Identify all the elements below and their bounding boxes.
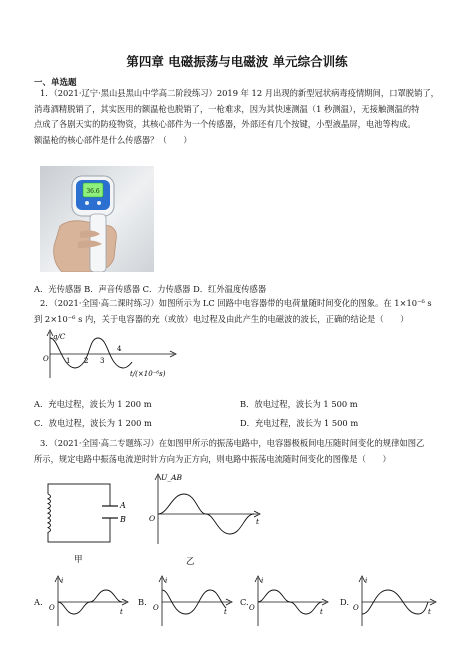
q1-line: 点成了各剧天实的防疫物资，其核心部件为一个传感器，外部还有几个按键，小型液晶屏，电池等构成。 [34,119,416,129]
plate-a-label: A [120,501,126,510]
q3-option-c-graph [244,574,330,632]
q2-tick: 4 [117,345,122,353]
section-heading: 一、单选题 [34,78,77,88]
t-label: t [224,608,227,616]
circuit-wire [48,484,110,542]
origin-label: O [353,604,359,612]
i-label: i [165,577,168,585]
q2-tick: 3 [100,357,105,365]
t-label: t [120,608,123,616]
thermometer-photo [40,166,154,272]
q3-option-a-graph [44,574,130,632]
q2-charge-curve [50,338,132,368]
q3-voltage-graph [146,470,266,568]
q1-line: 1．（2021·辽宁·黑山县黑山中学高二阶段练习）2019 年 12 月出现的新型冠状病毒疫情期间，口罩脱销了， [40,88,439,98]
q1-line: 消毒酒精脱销了，其实医用的额温枪也脱销了，一枪难求，因为其快速测温（1 秒测温），无接触测温的特 [34,103,420,114]
q3-y-label: U_AB [161,473,182,482]
q2-tick: 2 [84,357,89,365]
q2-line: 到 2×10⁻⁶ s 内，关于电容器的充（或放）电过程及由此产生的电磁波的波长，正确的结论是（ ） [34,313,409,324]
origin-label: O [49,604,55,612]
t-label: t [428,608,431,616]
capacitor-gap [106,506,114,518]
q2-origin: O [43,355,49,363]
q1-line: 额温枪的核心部件是什么传感器？（ ） [34,134,192,145]
button-icon [85,201,89,205]
page-title: 第四章 电磁振荡与电磁波 单元综合训练 [126,54,348,69]
q3-option-a-label: A. [34,597,43,607]
t-label: t [320,608,323,616]
q2-y-label: q/C [53,333,66,341]
q2-option-a: A．充电过程，波长为 1 200 m [34,399,152,409]
q3-option-b-label: B. [138,597,147,607]
question-3-text [34,436,444,467]
i-label: i [261,577,264,585]
origin-label: O [153,604,159,612]
q2-option-b: B．放电过程，波长为 1 500 m [240,399,358,409]
q3-line: 3．（2021·全国·高二专题练习）在如图甲所示的振荡电路中，电容器极板间电压随时间变化的规律如图乙 [40,438,425,448]
origin-label: O [249,604,255,612]
plate-b-label: B [120,515,126,524]
i-label: i [365,577,368,585]
q3-option-d-graph [348,574,438,632]
q1-options: A．光传感器 B．声音传感器 C．力传感器 D．红外温度传感器 [34,284,267,294]
question-2-text [34,296,444,327]
circuit-caption: 甲 [74,555,83,565]
q3-circuit-diagram [40,476,140,566]
question-1-text [34,86,444,148]
lcd-reading: 36.6 [86,188,100,195]
voltage-graph-caption: 乙 [186,557,195,567]
q2-tick: 1 [66,357,71,365]
q3-origin: O [149,514,156,523]
q2-option-d: D．充电过程，波长为 1 500 m [240,418,359,428]
q3-option-c-label: C. [240,597,249,607]
q3-x-label: t [256,517,260,526]
button-icon [97,201,101,205]
thermometer-illustration [40,166,154,272]
q2-x-label: t/(×10⁻⁶s) [130,370,166,378]
i-label: i [61,577,64,585]
q3-option-b-graph [148,574,234,632]
q2-line: 2．（2021·全国·高二课时练习）如图所示为 LC 回路中电容器带的电荷量随时间变化的图象。在 1×10⁻⁶ s [40,298,432,308]
q2-charge-graph [40,328,180,382]
q3-option-d-label: D. [340,597,349,607]
q3-answer-row [34,574,454,634]
q2-option-c: C．放电过程，波长为 1 200 m [34,418,152,428]
q3-line: 所示，规定电路中振荡电流逆时针方向为正方向，则电路中振荡电流随时间变化的图像是（ ） [34,453,391,464]
